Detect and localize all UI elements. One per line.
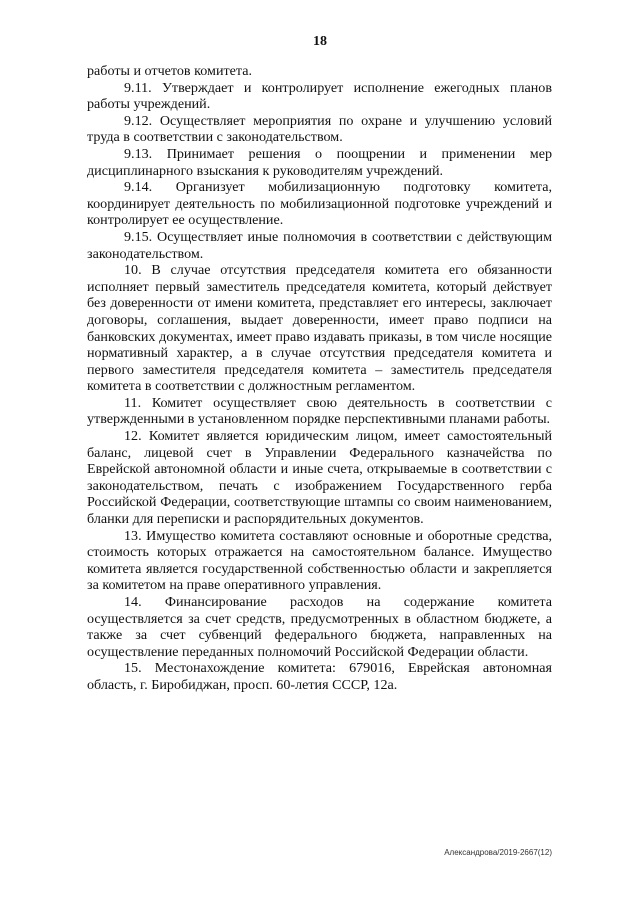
paragraph-9-13: 9.13. Принимает решения о поощрении и применении мер дисциплинарного взыскания к руководителям учреждений. <box>87 145 552 179</box>
paragraph-9-14: 9.14. Организует мобилизационную подготовку комитета, координирует деятельность по мобилизационной подготовке учреждений и контролирует ее осуществление. <box>87 179 552 229</box>
paragraph-9-12: 9.12. Осуществляет мероприятия по охране и улучшению условий труда в соответствии с законодательством. <box>87 112 552 146</box>
paragraph-13: 13. Имущество комитета составляют основные и оборотные средства, стоимость которых отражается на самостоятельном балансе. Имущество комитета является государственной собственностью области и закрепляется за комитетом на праве оперативного управления. <box>87 527 552 594</box>
paragraph-9-15: 9.15. Осуществляет иные полномочия в соответствии с действующим законодательством. <box>87 228 552 262</box>
paragraph-12: 12. Комитет является юридическим лицом, имеет самостоятельный баланс, лицевой счет в Управлении Федерального казначейства по Еврейской автономной области и иные счета, открываемые в соответствии с законодательством, печать с изображением Государственного герба Российской Федерации, соответствующие штампы со своим наименованием, бланки для переписки и распорядительных документов. <box>87 428 552 528</box>
document-body <box>87 63 552 694</box>
paragraph-continuation: работы и отчетов комитета. <box>87 63 253 79</box>
page-number: 18 <box>313 34 327 49</box>
footer-document-code: Александрова/2019-2667(12) <box>444 848 552 857</box>
paragraph-14: 14. Финансирование расходов на содержание комитета осуществляется за счет средств, предусмотренных в областном бюджете, а также за счет субвенций федерального бюджета, направленных на осуществление переданных полномочий Российской Федерации области. <box>87 594 552 660</box>
paragraph-10: 10. В случае отсутствия председателя комитета его обязанности исполняет первый заместитель председателя комитета, который действует без доверенности от имени комитета, представляет его интересы, заключает договоры, соглашения, выдает доверенности, имеет право подписи на банковских документах, имеет право издавать приказы, в том числе носящие нормативный характер, а в случае отсутствия председателя комитета и первого заместителя председателя комитета – заместитель председателя комитета в соответствии с должностным регламентом. <box>87 262 552 395</box>
paragraph-11: 11. Комитет осуществляет свою деятельность в соответствии с утвержденными в установленном порядке перспективными планами работы. <box>87 394 552 428</box>
paragraph-15: 15. Местонахождение комитета: 679016, Еврейская автономная область, г. Биробиджан, просп. 60-летия СССР, 12а. <box>87 660 552 693</box>
paragraph-9-11: 9.11. Утверждает и контролирует исполнение ежегодных планов работы учреждений. <box>87 79 552 113</box>
